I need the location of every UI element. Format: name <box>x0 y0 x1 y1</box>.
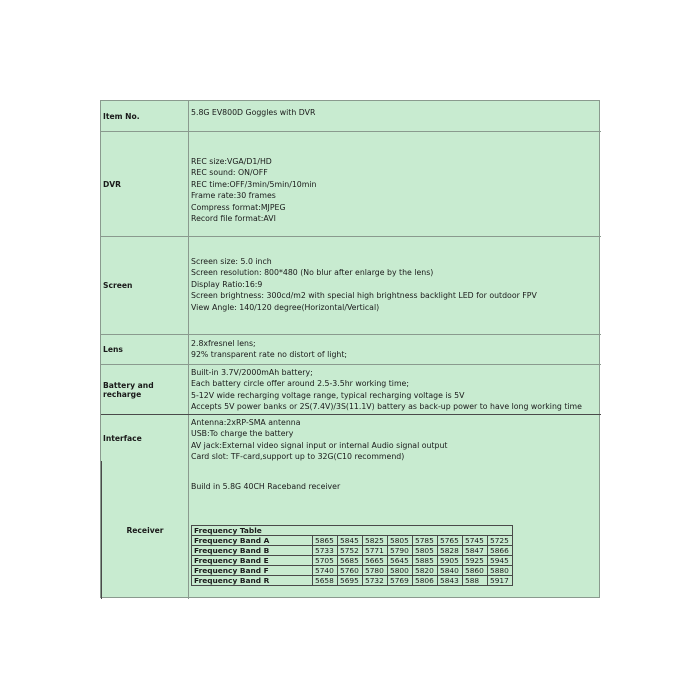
interface-label: Interface <box>101 415 189 461</box>
dvr-line: Record file format:AVI <box>191 213 276 223</box>
frequency-value: 5740 <box>313 566 338 576</box>
frequency-band-row <box>192 556 513 566</box>
frequency-value: 5685 <box>338 556 363 566</box>
battery-line: Accepts 5V power banks or 2S(7.4V)/3S(11.1V) battery as back-up power to have long working time <box>191 402 582 412</box>
frequency-value: 5765 <box>438 536 463 546</box>
frequency-value: 5825 <box>363 536 388 546</box>
dvr-lines <box>191 156 597 224</box>
row-dvr <box>101 131 601 236</box>
frequency-band-name: Frequency Band E <box>192 556 313 566</box>
frequency-value: 5840 <box>438 566 463 576</box>
row-battery <box>101 364 601 414</box>
row-screen <box>101 236 601 334</box>
frequency-value: 5885 <box>413 556 438 566</box>
frequency-table <box>191 525 513 586</box>
screen-lines <box>191 256 597 313</box>
frequency-value: 5733 <box>313 546 338 556</box>
frequency-value: 5790 <box>388 546 413 556</box>
row-interface <box>101 414 601 461</box>
dvr-line: REC sound: ON/OFF <box>191 168 268 178</box>
spec-table <box>100 100 600 598</box>
frequency-value: 5905 <box>438 556 463 566</box>
frequency-value: 5645 <box>388 556 413 566</box>
lens-line: 92% transparent rate no distort of light; <box>191 350 348 360</box>
dvr-line: REC time:OFF/3min/5min/10min <box>191 179 317 189</box>
screen-label: Screen <box>101 237 189 334</box>
frequency-value: 588 <box>463 576 488 586</box>
frequency-value: 5732 <box>363 576 388 586</box>
row-item-no <box>101 101 601 131</box>
interface-line: AV jack:External video signal input or internal Audio signal output <box>191 440 448 450</box>
frequency-value: 5780 <box>363 566 388 576</box>
frequency-value: 5945 <box>488 556 513 566</box>
receiver-intro: Build in 5.8G 40CH Raceband receiver <box>191 482 341 491</box>
frequency-value: 5665 <box>363 556 388 566</box>
frequency-value: 5800 <box>388 566 413 576</box>
frequency-value: 5695 <box>338 576 363 586</box>
frequency-value: 5865 <box>313 536 338 546</box>
interface-line: USB:To charge the battery <box>191 429 294 439</box>
frequency-table-title: Frequency Table <box>192 526 513 536</box>
frequency-band-row <box>192 576 513 586</box>
frequency-value: 5805 <box>388 536 413 546</box>
frequency-value: 5658 <box>313 576 338 586</box>
frequency-value: 5760 <box>338 566 363 576</box>
dvr-line: REC size:VGA/D1/HD <box>191 157 272 166</box>
row-lens <box>101 334 601 364</box>
frequency-band-name: Frequency Band F <box>192 566 313 576</box>
frequency-value: 5847 <box>463 546 488 556</box>
battery-line: 5-12V wide recharging voltage range, typical recharging voltage is 5V <box>191 390 465 400</box>
item-no-label: Item No. <box>101 101 189 131</box>
frequency-value: 5806 <box>413 576 438 586</box>
frequency-value: 5771 <box>363 546 388 556</box>
battery-line: Each battery circle offer around 2.5-3.5hr working time; <box>191 379 409 389</box>
frequency-value: 5917 <box>488 576 513 586</box>
frequency-band-row <box>192 536 513 546</box>
battery-label: Battery and recharge <box>101 365 189 414</box>
item-no-value: 5.8G EV800D Goggles with DVR <box>191 108 316 117</box>
dvr-line: Compress format:MJPEG <box>191 202 286 212</box>
frequency-band-row <box>192 566 513 576</box>
frequency-value: 5725 <box>488 536 513 546</box>
dvr-label: DVR <box>101 132 189 236</box>
lens-lines <box>191 338 597 361</box>
frequency-value: 5705 <box>313 556 338 566</box>
battery-lines <box>191 367 597 413</box>
screen-line: Screen size: 5.0 inch <box>191 257 272 266</box>
battery-line: Built-in 3.7V/2000mAh battery; <box>191 368 313 377</box>
frequency-value: 5745 <box>463 536 488 546</box>
frequency-value: 5785 <box>413 536 438 546</box>
frequency-value: 5752 <box>338 546 363 556</box>
frequency-band-name: Frequency Band B <box>192 546 313 556</box>
screen-line: Screen brightness: 300cd/m2 with special high brightness backlight LED for outdoor FPV <box>191 291 537 301</box>
frequency-value: 5769 <box>388 576 413 586</box>
frequency-table-title-row <box>192 526 513 536</box>
receiver-label: Receiver <box>101 461 189 599</box>
lens-line: 2.8xfresnel lens; <box>191 339 256 348</box>
frequency-value: 5845 <box>338 536 363 546</box>
screen-line: View Angle: 140/120 degree(Horizontal/Vertical) <box>191 302 380 312</box>
frequency-value: 5866 <box>488 546 513 556</box>
interface-line: Antenna:2xRP-SMA antenna <box>191 418 301 427</box>
frequency-value: 5860 <box>463 566 488 576</box>
row-receiver <box>101 461 601 599</box>
lens-label: Lens <box>101 335 189 364</box>
screen-line: Screen resolution: 800*480 (No blur after enlarge by the lens) <box>191 268 434 278</box>
screen-line: Display Ratio:16:9 <box>191 279 263 289</box>
interface-line: Card slot: TF-card,support up to 32G(C10 recommend) <box>191 452 405 462</box>
interface-lines <box>191 417 597 463</box>
frequency-band-name: Frequency Band R <box>192 576 313 586</box>
frequency-value: 5880 <box>488 566 513 576</box>
frequency-value: 5820 <box>413 566 438 576</box>
frequency-value: 5828 <box>438 546 463 556</box>
frequency-value: 5925 <box>463 556 488 566</box>
frequency-band-row <box>192 546 513 556</box>
frequency-band-name: Frequency Band A <box>192 536 313 546</box>
frequency-value: 5805 <box>413 546 438 556</box>
dvr-line: Frame rate:30 frames <box>191 191 276 201</box>
frequency-value: 5843 <box>438 576 463 586</box>
